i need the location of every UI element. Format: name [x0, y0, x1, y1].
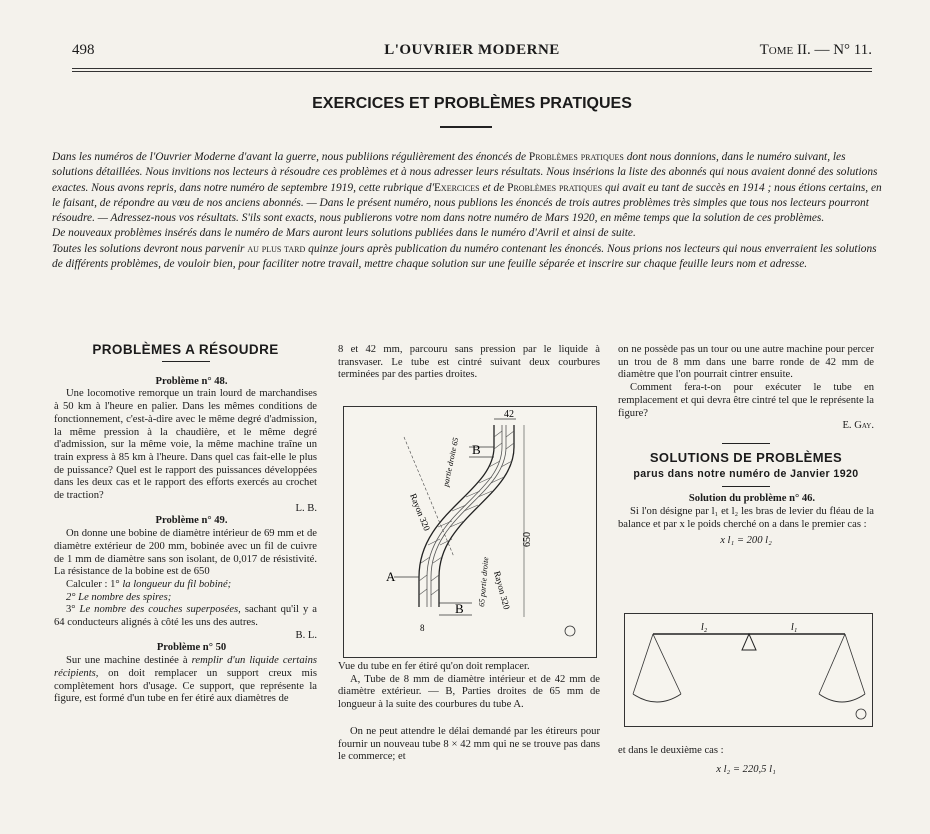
intro-paragraph-2: De nouveaux problèmes insérés dans le numéro de Mars auront leurs solutions publiées dans le numéro d'Avril et ainsi de suite.	[52, 227, 636, 240]
problem-49-question-1: Calculer : 1° la longueur du fil bobiné;	[66, 578, 232, 590]
label-rayon-bottom: Rayon 320	[492, 569, 512, 611]
column-1	[54, 344, 317, 706]
equation-1: x l₁ = 200 l₂	[720, 535, 772, 547]
right-pan-cord-1	[819, 634, 845, 694]
dim-42-label: 42	[504, 409, 514, 420]
journal-title: L'OUVRIER MODERNE	[384, 42, 560, 58]
label-l2: l₂	[701, 622, 708, 633]
problem-50-question: Comment fera-t-on pour exécuter le tube en remplacement et qui devra être cintré tel que le représente la figure?	[618, 382, 874, 419]
left-pan-cord-2	[653, 634, 681, 694]
tube-drawing	[344, 407, 596, 657]
label-650: 650	[522, 532, 533, 547]
label-l1: l₁	[791, 622, 798, 633]
caption-text: A, Tube de 8 mm de diamètre intérieur et de 42 mm de diamètre extérieur. — B, Parties droites de 65 mm de longueur à la suite des courbures du tube A.	[338, 673, 600, 711]
problem-48-signature: L. B.	[295, 502, 317, 514]
solutions-subtitle: parus dans notre numéro de Janvier 1920	[633, 467, 859, 480]
rule-before-solutions	[722, 443, 770, 444]
intro-paragraph-1: Dans les numéros de l'Ouvrier Moderne d'avant la guerre, nous publiions régulièrement des énoncés de Problèmes pratiques dont nous donnions, dans le numéro suivant, les solutions détaillées. Nous invitions nos lecteurs à résoudre ces problèmes et à nous adresser leurs résultats. Nous insérions la liste des abonnés qui nous avaient donné des solutions exactes. Nous avons repris, dans notre numéro de septembre 1919, cette rubrique d'Exercices et de Problèmes pratiques qui avait eu tant de succès en 1914 ; nous étions certains, en le faisant, de répondre au vœu de nos anciens abonnés. — Dans le présent numéro, nous publions les énoncés de trois autres problèmes très simples que tous nos lecteurs pourront résoudre. — Adressez-nous vos résultats. S'ils sont exacts, nous publierons votre nom dans notre numéro de Mars 1920, en même temps que la solution de ces problèmes.	[52, 151, 882, 225]
intro-text	[52, 150, 882, 272]
problem-49-question-2: 2° Le nombre des spires;	[66, 591, 172, 603]
column-3-bottom	[618, 745, 874, 776]
balance-drawing	[625, 614, 872, 726]
problem-49-title: Problème n° 49.	[155, 515, 228, 527]
right-pan-cord-2	[845, 634, 865, 694]
column-2	[338, 344, 600, 382]
tube-figure	[343, 406, 597, 658]
page-title: EXERCICES ET PROBLÈMES PRATIQUES	[312, 95, 632, 112]
page-number: 498	[72, 42, 95, 58]
label-b-bottom: B	[455, 601, 464, 616]
label-a: A	[386, 569, 396, 584]
problem-50-continued: 8 et 42 mm, parcouru sans pression par le liquide à transvaser. Le tube est cintré suivant deux courbures terminées par des parties droites.	[338, 344, 600, 381]
section-title-problems: PROBLÈMES A RÉSOUDRE	[92, 342, 279, 357]
section-rule	[162, 361, 210, 362]
figure-caption	[338, 661, 600, 764]
right-pan	[819, 694, 865, 702]
tube-bore-left	[427, 425, 502, 607]
solution-46-text: Si l'on désigne par l₁ et l₂ les bras de levier du fléau de la balance et par x le poids cherché on a dans le premier cas :	[618, 506, 874, 530]
balance-figure	[624, 613, 873, 727]
running-header	[72, 42, 872, 64]
title-rule	[440, 126, 492, 128]
problem-48-text: Une locomotive remorque un train lourd de marchandises à 50 km à l'heure en palier. Dans les mêmes conditions de fonctionnement, c'est-à-dire avec le même degré d'admission, la même pression à la chaudière, et le même degré d'admission, sur la même voie, la même machine traîne un train express à 85 km à l'heure. Dans quel cas fait-elle le plus de puissance? Quel est le rapport des puissances développées dans les deux cas et le rapport des efforts exercés au crochet de traction?	[54, 388, 317, 502]
intro-paragraph-3: Toutes les solutions devront nous parvenir au plus tard quinze jours après publication du numéro contenant les énoncés. Nous prions nos lecteurs qui nous enverraient les solutions de différents problèmes, de vouloir bien, pour faciliter notre travail, mettre chaque solution sur une feuille séparée et inscrire sur chaque feuille leurs nom et adresse.	[52, 242, 877, 271]
balance-fulcrum	[742, 634, 756, 650]
problem-50-text: Sur une machine destinée à remplir d'un liquide certains récipients, on doit remplacer un support creux mis complètement hors d'usage. Ce support, que représente la figure, est formé d'un tube en fer étiré aux diamètres de	[54, 655, 317, 705]
solution-46-text-2: et dans le deuxième cas :	[618, 745, 724, 756]
label-rayon-top: Rayon 320	[408, 492, 433, 533]
problem-50-signature: E. Gay.	[842, 420, 874, 432]
monogram-icon	[856, 709, 866, 719]
label-b-top: B	[472, 442, 481, 457]
left-pan-cord-1	[633, 634, 653, 694]
label-partie-droite-top: partie droite 65	[441, 436, 461, 488]
solutions-title: SOLUTIONS DE PROBLÈMES	[649, 449, 843, 465]
problem-50-text-2: On ne peut attendre le délai demandé par les étireurs pour fournir un nouveau tube 8 × 42 mm qui ne se trouve pas dans le commerce; et	[338, 725, 600, 763]
volume-number: Tome II. — N° 11.	[759, 42, 872, 58]
problem-49-text: On donne une bobine de diamètre intérieur de 69 mm et de diamètre extérieur de 200 mm, bobinée avec un fil de cuivre de 1 mm de diamètre sans son isolant, de 0,017 de résistivité. La résistance de la bobine est de 650	[54, 528, 317, 578]
problem-48-title: Problème n° 48.	[155, 375, 228, 387]
problem-50-title: Problème n° 50	[156, 642, 227, 654]
label-8: 8	[420, 623, 425, 633]
left-pan	[633, 694, 681, 702]
solution-46-title: Solution du problème n° 46.	[688, 493, 816, 505]
column-3	[618, 344, 874, 548]
problem-50-text-3: on ne possède pas un tour ou une autre machine pour percer un trou de 8 mm dans une barre ronde de 42 mm de diamètre que l'on pourrait cintrer ensuite.	[618, 344, 874, 381]
problem-49-signature: B. L.	[295, 629, 317, 641]
header-rule-bottom	[72, 71, 872, 72]
caption-title: Vue du tube en fer étiré qu'on doit remplacer.	[338, 661, 530, 672]
equation-2: x l₂ = 220,5 l₁	[716, 763, 776, 775]
problem-49-question-3: 3° Le nombre des couches superposées, sachant qu'il y a 64 conducteurs alignés à côté les uns des autres.	[54, 604, 317, 629]
header-rule-top	[72, 68, 872, 69]
monogram-icon	[565, 626, 575, 636]
rule-under-solutions	[722, 486, 770, 487]
label-partie-droite-bottom: 65 partie droite	[477, 556, 491, 608]
